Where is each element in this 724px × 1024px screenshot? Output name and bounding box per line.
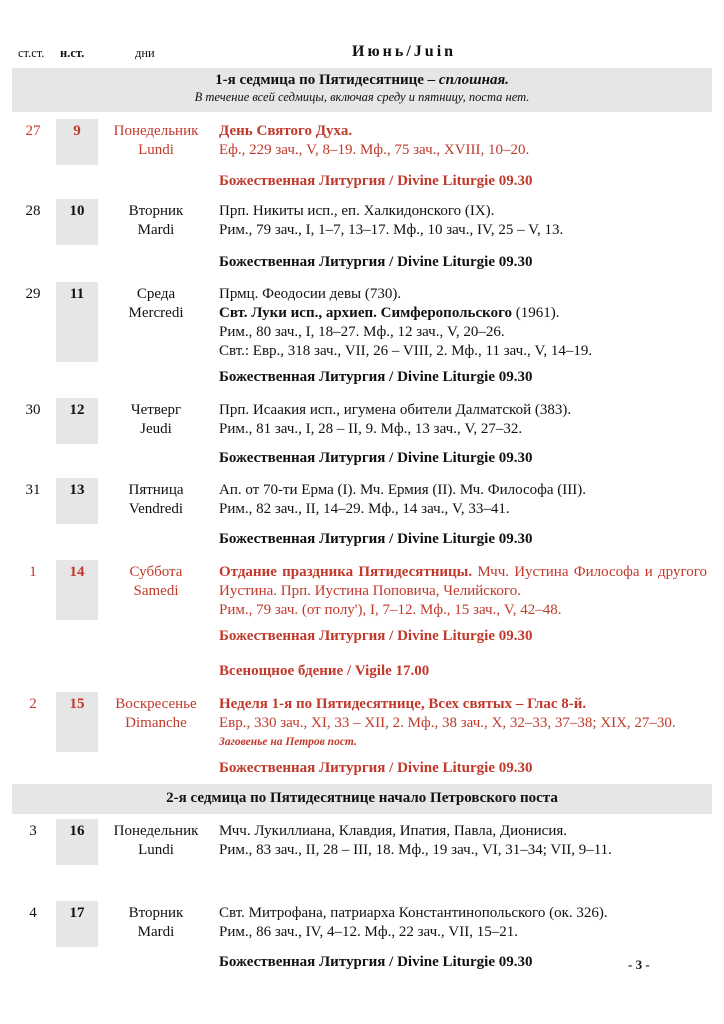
day-description: Отдание праздника Пятидесятницы. Мчч. Иустина Философа и другого Иустина. Прп. Иустина Поповича, Челийского. Рим., 79 зач. (от полу'), I, 7–12. Мф., 15 зач., V, 42–48. bbox=[219, 564, 707, 618]
new-date: 16 bbox=[69, 823, 85, 839]
day-name: Вторник Mardi bbox=[128, 203, 184, 238]
new-date: 15 bbox=[69, 696, 85, 712]
new-date: 10 bbox=[69, 203, 85, 219]
liturgy-line: Божественная Литургия / Divine Liturgie 09.30 bbox=[219, 450, 533, 466]
new-date-box bbox=[56, 398, 98, 444]
day-description: Прп. Исаакия исп., игумена обители Далматской (383). Рим., 81 зач., I, 28 – II, 9. Мф., 13 зач., V, 27–32. bbox=[219, 402, 572, 437]
liturgy-line: Божественная Литургия / Divine Liturgie 09.30 bbox=[219, 173, 533, 189]
new-date-box bbox=[56, 282, 98, 362]
old-date: 29 bbox=[25, 286, 41, 302]
new-date-box bbox=[56, 199, 98, 245]
day-name: Вторник Mardi bbox=[128, 905, 184, 940]
new-date-box bbox=[56, 692, 98, 752]
old-date: 3 bbox=[29, 823, 37, 839]
liturgy-line: Божественная Литургия / Divine Liturgie 09.30 bbox=[219, 760, 533, 776]
day-name: Среда Mercredi bbox=[128, 286, 184, 321]
vigil-line: Всенощное бдение / Vigile 17.00 bbox=[219, 663, 430, 679]
new-date: 9 bbox=[73, 123, 81, 139]
new-date-box bbox=[56, 819, 98, 865]
old-date: 4 bbox=[29, 905, 37, 921]
liturgy-line: Божественная Литургия / Divine Liturgie 09.30 bbox=[219, 954, 533, 970]
liturgy-line: Божественная Литургия / Divine Liturgie 09.30 bbox=[219, 254, 533, 270]
new-date: 13 bbox=[69, 482, 85, 498]
day-description: Прп. Никиты исп., еп. Халкидонского (IX). Рим., 79 зач., I, 1–7, 13–17. Мф., 10 зач., IV, 25 – V, 13. bbox=[219, 203, 564, 238]
week-banner-2-title: 2-я седмица по Пятидесятнице начало Петровского поста bbox=[166, 790, 558, 806]
day-description: День Святого Духа. Еф., 229 зач., V, 8–19. Мф., 75 зач., XVIII, 10–20. bbox=[219, 123, 530, 158]
old-date: 30 bbox=[25, 402, 41, 418]
new-date: 11 bbox=[69, 286, 85, 302]
day-name: Понедельник Lundi bbox=[113, 823, 199, 858]
day-name: Воскресенье Dimanche bbox=[115, 696, 197, 731]
liturgy-line: Божественная Литургия / Divine Liturgie 09.30 bbox=[219, 369, 533, 385]
day-description: Прмц. Феодосии девы (730). Свт. Луки исп., архиеп. Симферопольского (1961). Рим., 80 зач., I, 18–27. Мф., 12 зач., V, 20–26. Свт.: Евр., 318 зач., VII, 26 – VIII, 2. Мф., 11 зач., V, 14–19. bbox=[219, 286, 593, 359]
new-date: 14 bbox=[69, 564, 85, 580]
old-date: 1 bbox=[29, 564, 37, 580]
day-description: Мчч. Лукиллиана, Клавдия, Ипатия, Павла, Дионисия. Рим., 83 зач., II, 28 – III, 18. Мф., 19 зач., VI, 31–34; VII, 9–11. bbox=[219, 823, 612, 858]
old-date: 2 bbox=[29, 696, 37, 712]
new-date-box bbox=[56, 119, 98, 165]
new-date-box bbox=[56, 478, 98, 524]
day-name: Суббота Samedi bbox=[129, 564, 183, 599]
day-description: Свт. Митрофана, патриарха Константинопольского (ок. 326). Рим., 86 зач., IV, 4–12. Мф., 22 зач., VII, 15–21. bbox=[219, 905, 608, 940]
col-header-days: дни bbox=[135, 46, 155, 60]
new-date: 17 bbox=[69, 905, 85, 921]
old-date: 28 bbox=[25, 203, 41, 219]
new-date: 12 bbox=[69, 402, 85, 418]
month-title: Июнь/Juin bbox=[352, 43, 457, 60]
old-date: 31 bbox=[25, 482, 41, 498]
new-date-box bbox=[56, 560, 98, 620]
week-banner-1-title: 1-я седмица по Пятидесятнице – сплошная. bbox=[215, 72, 509, 88]
col-header-new-style: н.ст. bbox=[60, 46, 85, 60]
week-banner-2 bbox=[12, 784, 712, 814]
new-date-box bbox=[56, 901, 98, 947]
day-name: Четверг Jeudi bbox=[130, 402, 182, 437]
col-header-old-style: ст.ст. bbox=[18, 46, 45, 60]
week-banner-1-subtitle: В течение всей седмицы, включая среду и пятницу, поста нет. bbox=[194, 90, 530, 104]
week-banner-1 bbox=[12, 68, 712, 112]
liturgy-line: Божественная Литургия / Divine Liturgie 09.30 bbox=[219, 628, 533, 644]
day-description: Неделя 1-я по Пятидесятнице, Всех святых – Глас 8-й. Евр., 330 зач., XI, 33 – XII, 2. Мф., 38 зач., X, 32–33, 37–38; XIX, 27–30. Заговенье на Петров пост. bbox=[219, 696, 676, 748]
day-name: Понедельник Lundi bbox=[113, 123, 199, 158]
day-name: Пятница Vendredi bbox=[128, 482, 184, 517]
liturgy-line: Божественная Литургия / Divine Liturgie 09.30 bbox=[219, 531, 533, 547]
old-date: 27 bbox=[25, 123, 41, 139]
page-number: - 3 - bbox=[628, 957, 650, 972]
day-description: Ап. от 70-ти Ерма (I). Мч. Ермия (II). Мч. Философа (III). Рим., 82 зач., II, 14–29. Мф., 14 зач., V, 33–41. bbox=[219, 482, 586, 517]
